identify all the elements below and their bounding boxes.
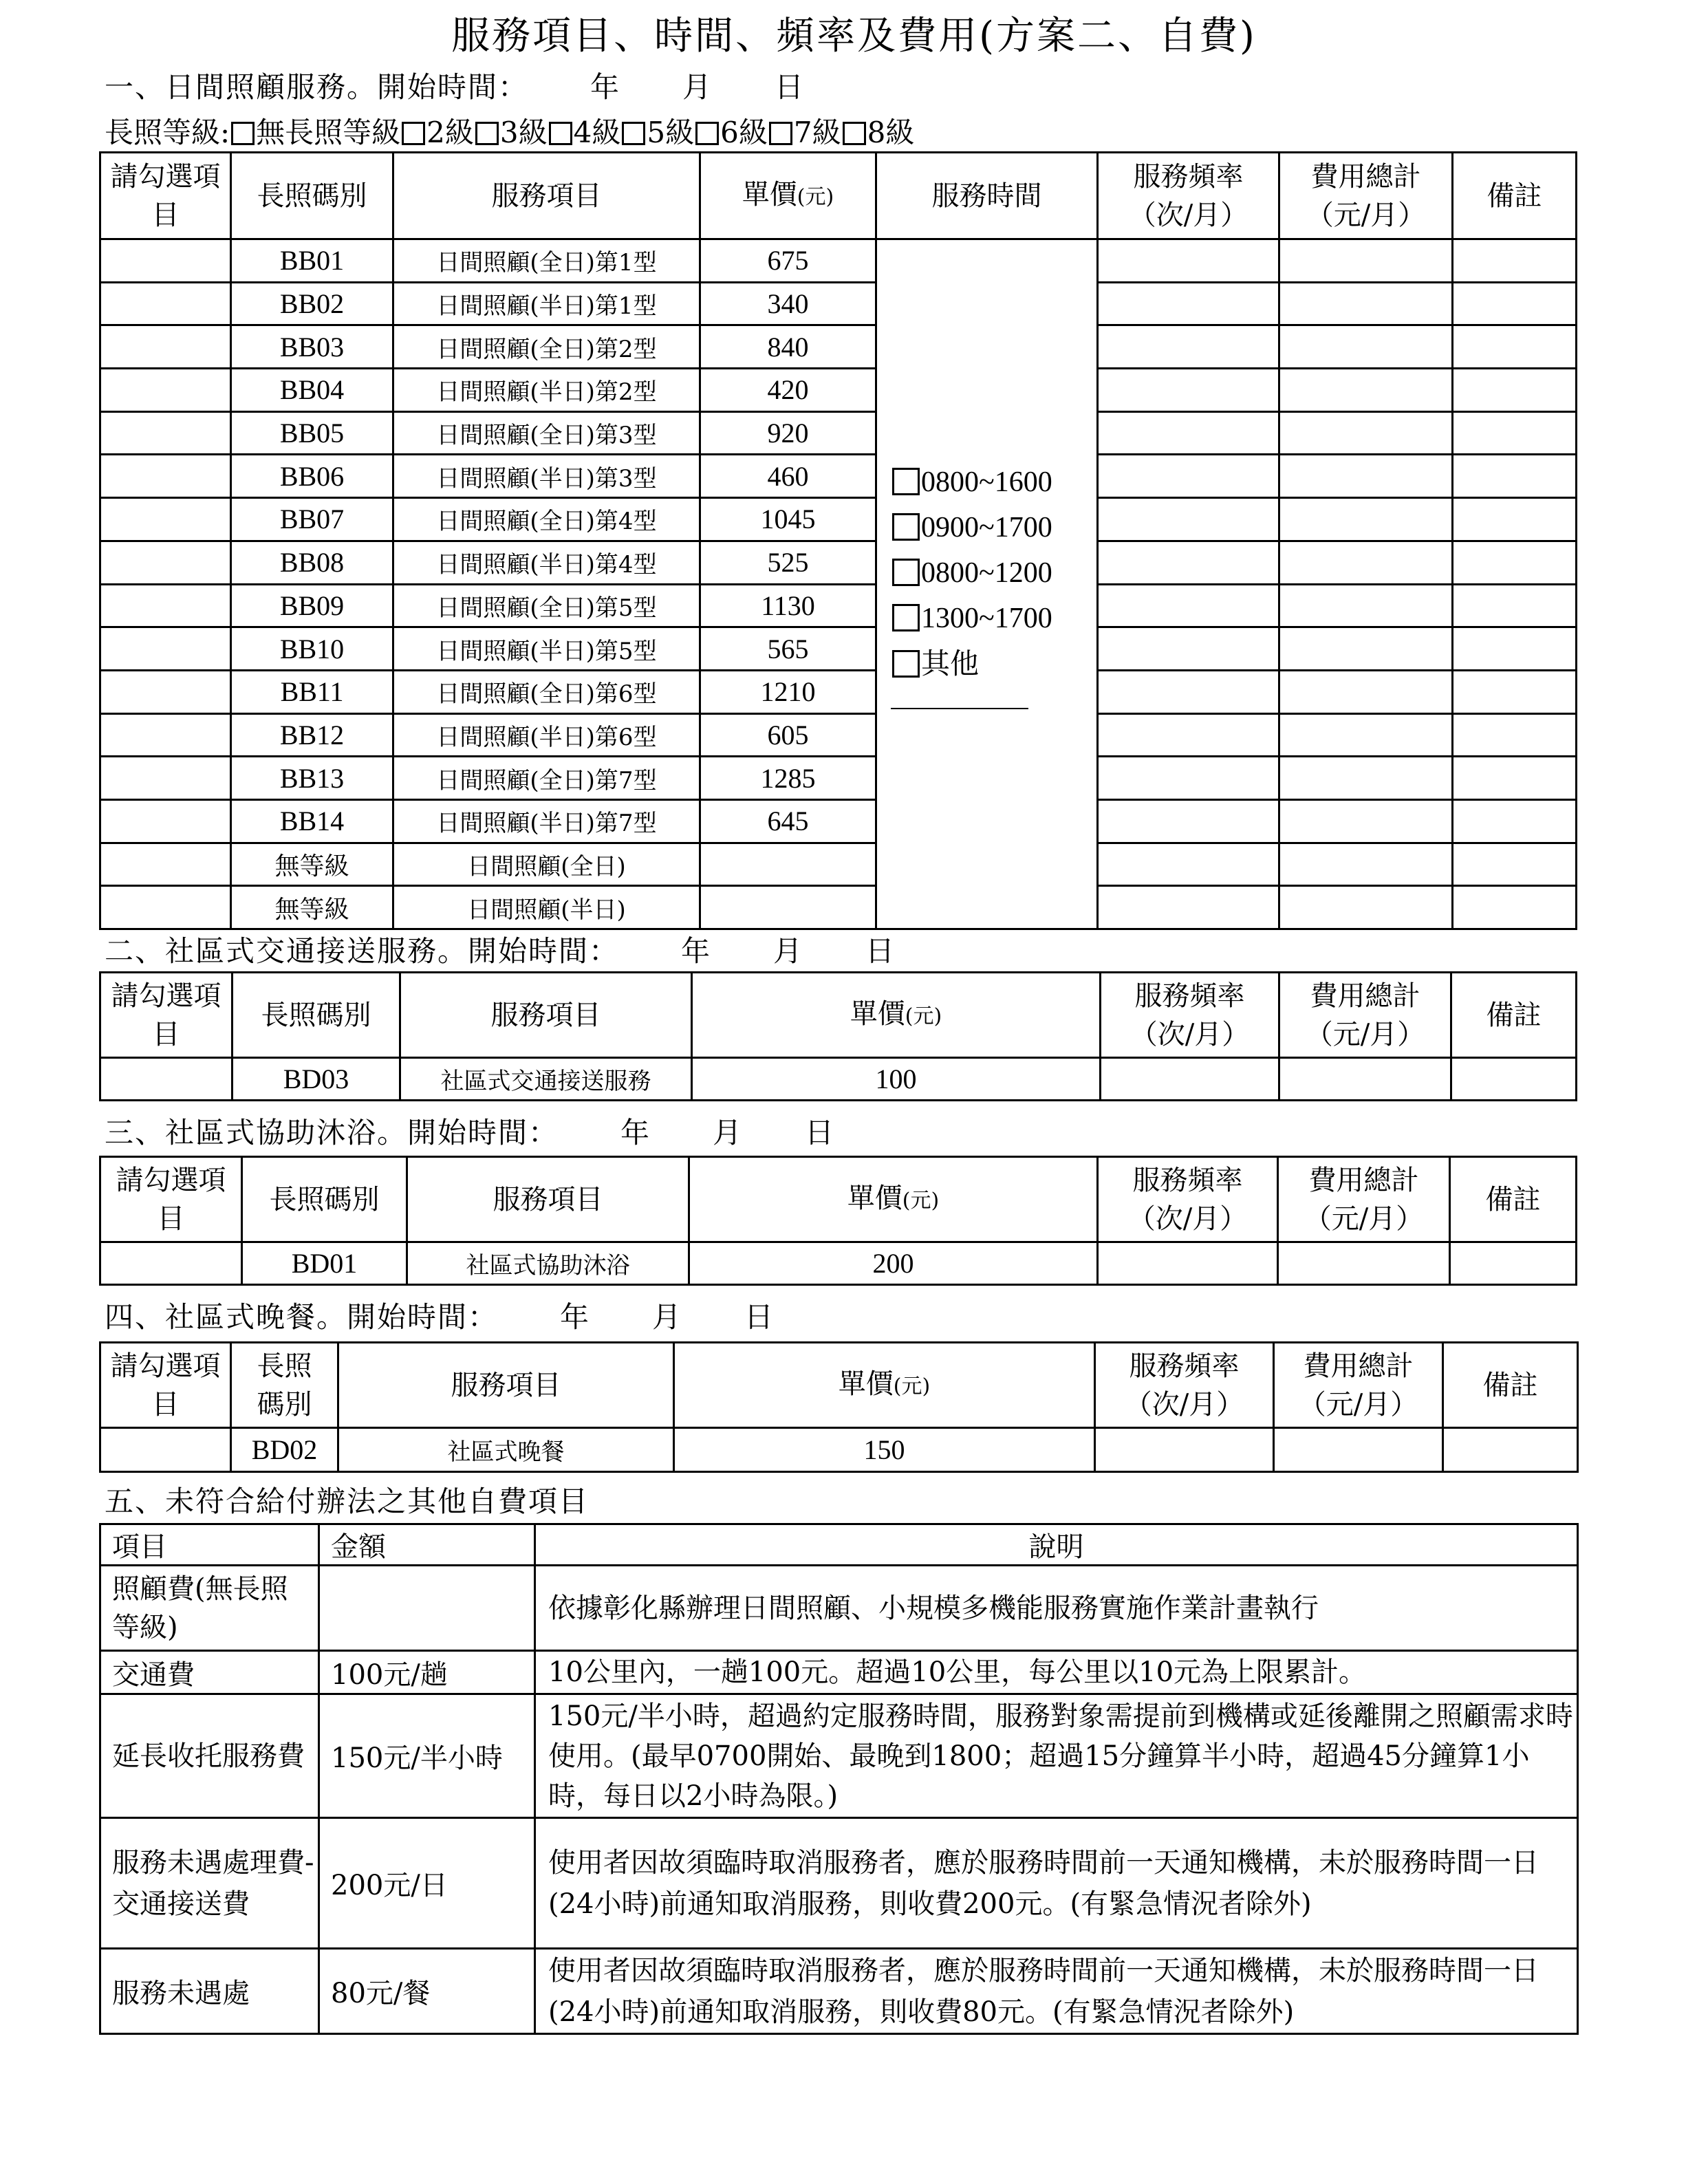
- price-cell: 605: [700, 713, 876, 757]
- section3-heading-text: 三、社區式協助沐浴。開始時間：: [105, 1116, 559, 1149]
- select-cell[interactable]: [100, 239, 231, 283]
- desc-cell: 10公里內，一趟100元。超過10公里，每公里以10元為上限累計。: [535, 1651, 1578, 1694]
- amount-cell: 80元/餐: [319, 1949, 535, 2034]
- desc-cell: 使用者因故須臨時取消服務者，應於服務時間前一天通知機構，未於服務時間一日(24小時)前通知取消服務，則收費80元。(有緊急情況者除外): [535, 1949, 1578, 2034]
- time-option-label: 0800~1200: [921, 557, 1052, 589]
- section1-heading: [105, 65, 805, 106]
- code-cell: BB07: [231, 498, 393, 541]
- price-cell: 565: [700, 627, 876, 671]
- note-cell[interactable]: [1453, 498, 1577, 541]
- desc-cell: 依據彰化縣辦理日間照顧、小規模多機能服務實施作業計畫執行: [535, 1566, 1578, 1651]
- item-cell: 服務未遇處: [100, 1949, 319, 2034]
- time-option-checkbox[interactable]: [892, 559, 920, 586]
- table-row: [100, 1566, 1578, 1651]
- time-option-checkbox[interactable]: [892, 604, 920, 631]
- header-price-unit: (元): [797, 184, 834, 209]
- total-cell[interactable]: [1278, 1242, 1450, 1285]
- note-cell[interactable]: [1453, 282, 1577, 325]
- time-option[interactable]: [891, 505, 1094, 550]
- month-label: 月: [682, 70, 713, 104]
- select-cell[interactable]: [100, 799, 231, 843]
- table-row: [100, 713, 1577, 757]
- select-cell[interactable]: [100, 1058, 233, 1101]
- code-cell: 無等級: [231, 843, 393, 886]
- freq-cell[interactable]: [1095, 1428, 1274, 1472]
- section3-heading: [105, 1110, 835, 1152]
- header-total-text: 費用總計（元/月）: [1306, 160, 1426, 231]
- header-select: [100, 1343, 231, 1428]
- header-freq-text: 服務頻率（次/月）: [1128, 160, 1248, 231]
- service-time-cell: [876, 239, 1098, 929]
- select-cell[interactable]: [100, 1428, 231, 1472]
- level-4-checkbox[interactable]: [549, 122, 572, 145]
- header-item: [338, 1343, 674, 1428]
- section2-heading-text: 二、社區式交通接送服務。開始時間：: [105, 934, 620, 968]
- table-row: [100, 584, 1577, 627]
- freq-cell[interactable]: [1098, 757, 1279, 800]
- total-cell[interactable]: [1279, 799, 1453, 843]
- item-cell: 日間照顧(全日)第5型: [393, 584, 700, 627]
- header-text: 請勾選項目: [116, 1164, 226, 1235]
- select-cell[interactable]: [100, 713, 231, 757]
- table-row: [100, 411, 1577, 455]
- level-label: 3級: [499, 116, 548, 149]
- code-cell: BB05: [231, 411, 393, 455]
- freq-cell[interactable]: [1098, 411, 1279, 455]
- item-cell: 日間照顧(半日)第5型: [393, 627, 700, 671]
- note-cell[interactable]: [1453, 627, 1577, 671]
- code-cell: BB14: [231, 799, 393, 843]
- header-code: [231, 153, 393, 239]
- header-text: 請勾選項目: [110, 1350, 221, 1421]
- table-row: [100, 1818, 1578, 1949]
- time-option-checkbox[interactable]: [892, 468, 920, 495]
- code-cell: BB02: [231, 282, 393, 325]
- freq-cell[interactable]: [1098, 325, 1279, 369]
- section4-heading-text: 四、社區式晚餐。開始時間：: [105, 1300, 499, 1334]
- freq-cell[interactable]: [1098, 1242, 1278, 1285]
- price-cell: 460: [700, 455, 876, 498]
- time-option-checkbox[interactable]: [892, 650, 920, 678]
- time-option[interactable]: [891, 596, 1094, 641]
- header-text: 費用總計（元/月）: [1304, 1164, 1424, 1235]
- freq-cell[interactable]: [1098, 799, 1279, 843]
- code-cell: BB06: [231, 455, 393, 498]
- item-cell: 日間照顧(全日)第3型: [393, 411, 700, 455]
- item-cell: 日間照顧(半日)第7型: [393, 799, 700, 843]
- total-cell[interactable]: [1279, 843, 1453, 886]
- header-code: [233, 973, 400, 1058]
- table-row: [100, 1058, 1577, 1101]
- select-cell[interactable]: [100, 455, 231, 498]
- note-cell[interactable]: [1453, 713, 1577, 757]
- table-row: [100, 843, 1577, 886]
- select-cell[interactable]: [100, 627, 231, 671]
- desc-cell: 150元/半小時，超過約定服務時間，服務對象需提前到機構或延後離開之照顧需求時使用。(最早0700開始、最晚到1800；超過15分鐘算半小時，超過45分鐘算1小時，每日以2小時為限。): [535, 1694, 1578, 1818]
- header-item-text: 服務項目: [491, 180, 602, 212]
- total-cell[interactable]: [1279, 670, 1453, 713]
- header-price: [674, 1343, 1095, 1428]
- freq-cell[interactable]: [1098, 627, 1279, 671]
- header-freq: [1095, 1343, 1274, 1428]
- table-row: [100, 757, 1577, 800]
- level-8-checkbox[interactable]: [843, 122, 866, 145]
- amount-cell: [319, 1566, 535, 1651]
- item-cell: 社區式協助沐浴: [407, 1242, 689, 1285]
- time-option-label: 0900~1700: [921, 511, 1052, 543]
- table-row: [100, 239, 1577, 283]
- page-title: 服務項目、時間、頻率及費用(方案二、自費): [451, 14, 1257, 58]
- freq-cell[interactable]: [1098, 455, 1279, 498]
- code-cell: BB13: [231, 757, 393, 800]
- note-cell[interactable]: [1453, 455, 1577, 498]
- freq-cell[interactable]: [1098, 670, 1279, 713]
- level-label: 6級: [720, 116, 768, 149]
- table-row: [100, 325, 1577, 369]
- price-cell: 675: [700, 239, 876, 283]
- header-item: [407, 1157, 689, 1242]
- header-text: 單價: [838, 1368, 894, 1400]
- level-label: 5級: [647, 116, 695, 149]
- total-cell[interactable]: [1279, 282, 1453, 325]
- select-cell[interactable]: [100, 1242, 242, 1285]
- price-cell: [700, 886, 876, 929]
- day-label: 日: [775, 70, 806, 104]
- header-price: [692, 973, 1101, 1058]
- table-row: [100, 282, 1577, 325]
- level-3-checkbox[interactable]: [475, 122, 499, 145]
- note-cell[interactable]: [1453, 799, 1577, 843]
- item-cell: 日間照顧(半日)第1型: [393, 282, 700, 325]
- code-cell: BB10: [231, 627, 393, 671]
- level-row: [105, 110, 914, 151]
- section5-heading: 五、未符合給付辦法之其他自費項目: [105, 1484, 590, 1518]
- header-text: 服務頻率（次/月）: [1129, 980, 1250, 1050]
- month-label: 月: [773, 934, 804, 968]
- amount-cell: 100元/趟: [319, 1651, 535, 1694]
- level-label: 無長照等級: [256, 116, 401, 149]
- header-note: [1443, 1343, 1578, 1428]
- level-prefix: 長照等級:: [105, 116, 230, 149]
- total-cell[interactable]: [1274, 1428, 1443, 1472]
- item-cell: 社區式晚餐: [338, 1428, 674, 1472]
- freq-cell[interactable]: [1098, 713, 1279, 757]
- dinner-table: [99, 1341, 1579, 1473]
- day-label: 日: [744, 1300, 775, 1334]
- item-cell: 日間照顧(半日)第3型: [393, 455, 700, 498]
- header-text: 服務項目: [490, 999, 601, 1031]
- table-row: [100, 1428, 1578, 1472]
- header-select: [100, 153, 231, 239]
- table-row: [100, 670, 1577, 713]
- total-cell[interactable]: [1279, 325, 1453, 369]
- total-cell[interactable]: [1279, 411, 1453, 455]
- header-price: [689, 1157, 1098, 1242]
- header-unit: (元): [902, 1188, 940, 1213]
- level-5-checkbox[interactable]: [622, 122, 645, 145]
- desc-cell: 使用者因故須臨時取消服務者，應於服務時間前一天通知機構，未於服務時間一日(24小時)前通知取消服務，則收費200元。(有緊急情況者除外): [535, 1818, 1578, 1949]
- other-time-blank-line[interactable]: [891, 687, 1028, 709]
- header-select: [100, 973, 233, 1058]
- header-total: [1278, 1157, 1450, 1242]
- item-cell: 日間照顧(全日)第7型: [393, 757, 700, 800]
- price-cell: 1285: [700, 757, 876, 800]
- note-cell[interactable]: [1453, 670, 1577, 713]
- code-cell: BB01: [231, 239, 393, 283]
- code-cell: BB08: [231, 541, 393, 584]
- item-cell: 服務未遇處理費-交通接送費: [100, 1818, 319, 1949]
- total-cell[interactable]: [1279, 627, 1453, 671]
- header-total: [1274, 1343, 1443, 1428]
- note-cell[interactable]: [1453, 239, 1577, 283]
- header-total: [1279, 973, 1451, 1058]
- table-row: [100, 1242, 1577, 1285]
- item-cell: 日間照顧(全日)第2型: [393, 325, 700, 369]
- price-cell: 150: [674, 1428, 1095, 1472]
- table-row: [100, 886, 1577, 929]
- level-2-checkbox[interactable]: [402, 122, 425, 145]
- table-row: [100, 455, 1577, 498]
- select-cell[interactable]: [100, 325, 231, 369]
- table-row: [100, 369, 1577, 412]
- header-desc: 說明: [535, 1524, 1578, 1566]
- note-cell[interactable]: [1453, 843, 1577, 886]
- select-cell[interactable]: [100, 541, 231, 584]
- total-cell[interactable]: [1279, 1058, 1451, 1101]
- note-cell[interactable]: [1453, 886, 1577, 929]
- header-text: 長照碼別: [269, 1183, 380, 1216]
- time-option[interactable]: [891, 641, 1094, 687]
- note-cell[interactable]: [1450, 1242, 1577, 1285]
- level-none-checkbox[interactable]: [231, 122, 255, 145]
- item-cell: 日間照顧(半日): [393, 886, 700, 929]
- item-cell: 日間照顧(全日): [393, 843, 700, 886]
- time-option-label: 0800~1600: [921, 466, 1052, 498]
- header-amount: 金額: [319, 1524, 535, 1566]
- code-cell: BD03: [233, 1058, 400, 1101]
- level-label: 7級: [793, 116, 841, 149]
- price-cell: 1045: [700, 498, 876, 541]
- bath-table: [99, 1156, 1577, 1286]
- table-row: [100, 541, 1577, 584]
- header-code-text: 長照碼別: [257, 180, 367, 212]
- time-option[interactable]: [891, 460, 1094, 505]
- select-cell[interactable]: [100, 282, 231, 325]
- level-6-checkbox[interactable]: [695, 122, 719, 145]
- note-cell[interactable]: [1443, 1428, 1578, 1472]
- header-item: [393, 153, 700, 239]
- day-label: 日: [805, 1116, 836, 1149]
- freq-cell[interactable]: [1098, 498, 1279, 541]
- header-text: 單價: [850, 997, 905, 1030]
- total-cell[interactable]: [1279, 239, 1453, 283]
- header-price: [700, 153, 876, 239]
- time-option-label: 其他: [921, 646, 980, 680]
- year-label: 年: [560, 1300, 591, 1334]
- level-label: 8級: [867, 116, 915, 149]
- amount-cell: 150元/半小時: [319, 1694, 535, 1818]
- self-pay-table: [99, 1523, 1579, 2035]
- price-cell: 1130: [700, 584, 876, 627]
- note-cell[interactable]: [1453, 541, 1577, 584]
- price-cell: 840: [700, 325, 876, 369]
- header-price-text: 單價: [742, 178, 797, 210]
- price-cell: 920: [700, 411, 876, 455]
- time-option[interactable]: [891, 550, 1094, 596]
- header-freq: [1098, 153, 1279, 239]
- price-cell: 420: [700, 369, 876, 412]
- select-cell[interactable]: [100, 369, 231, 412]
- header-text: 長照碼別: [257, 1350, 312, 1421]
- header-code: [242, 1157, 407, 1242]
- month-label: 月: [652, 1300, 683, 1334]
- code-cell: BB12: [231, 713, 393, 757]
- code-cell: BB11: [231, 670, 393, 713]
- table-row: [100, 1949, 1578, 2034]
- time-option-label: 1300~1700: [921, 602, 1052, 634]
- select-cell[interactable]: [100, 584, 231, 627]
- select-cell[interactable]: [100, 411, 231, 455]
- freq-cell[interactable]: [1098, 541, 1279, 584]
- price-cell: 100: [692, 1058, 1101, 1101]
- note-cell[interactable]: [1453, 411, 1577, 455]
- year-label: 年: [620, 1116, 651, 1149]
- item-cell: 社區式交通接送服務: [400, 1058, 692, 1101]
- code-cell: BB09: [231, 584, 393, 627]
- note-cell[interactable]: [1453, 757, 1577, 800]
- code-cell: BD01: [242, 1242, 407, 1285]
- table-row: [100, 1651, 1578, 1694]
- header-text: 備註: [1482, 1369, 1538, 1401]
- total-cell[interactable]: [1279, 713, 1453, 757]
- item-cell: 日間照顧(半日)第6型: [393, 713, 700, 757]
- header-select: [100, 1157, 242, 1242]
- select-cell[interactable]: [100, 757, 231, 800]
- level-label: 4級: [573, 116, 621, 149]
- header-note: [1451, 973, 1577, 1058]
- header-text: 服務項目: [451, 1369, 561, 1401]
- item-cell: 延長收托服務費: [100, 1694, 319, 1818]
- section4-heading: [105, 1295, 775, 1336]
- price-cell: 645: [700, 799, 876, 843]
- price-cell: 1210: [700, 670, 876, 713]
- table-row: [100, 498, 1577, 541]
- header-time: [876, 153, 1098, 239]
- freq-cell[interactable]: [1101, 1058, 1279, 1101]
- header-item: 項目: [100, 1524, 319, 1566]
- table-row: [100, 799, 1577, 843]
- item-cell: 日間照顧(全日)第6型: [393, 670, 700, 713]
- header-text: 服務項目: [493, 1183, 603, 1216]
- freq-cell[interactable]: [1098, 282, 1279, 325]
- note-cell[interactable]: [1453, 369, 1577, 412]
- header-text: 備註: [1485, 1183, 1541, 1216]
- header-note-text: 備註: [1487, 180, 1542, 212]
- code-cell: BB03: [231, 325, 393, 369]
- price-cell: [700, 843, 876, 886]
- header-code: [231, 1343, 338, 1428]
- item-cell: 日間照顧(半日)第2型: [393, 369, 700, 412]
- item-cell: 交通費: [100, 1651, 319, 1694]
- freq-cell[interactable]: [1098, 369, 1279, 412]
- header-freq: [1098, 1157, 1278, 1242]
- transport-table: [99, 971, 1577, 1101]
- header-item: [400, 973, 692, 1058]
- note-cell[interactable]: [1453, 325, 1577, 369]
- price-cell: 525: [700, 541, 876, 584]
- total-cell[interactable]: [1279, 584, 1453, 627]
- header-text: 服務頻率（次/月）: [1124, 1350, 1244, 1421]
- year-label: 年: [590, 70, 621, 104]
- level-label: 2級: [426, 116, 474, 149]
- code-cell: BD02: [231, 1428, 338, 1472]
- header-note: [1450, 1157, 1577, 1242]
- header-unit: (元): [905, 1004, 942, 1028]
- freq-cell[interactable]: [1098, 584, 1279, 627]
- freq-cell[interactable]: [1098, 886, 1279, 929]
- day-care-table: [99, 151, 1577, 930]
- header-text: 請勾選項目: [111, 980, 221, 1050]
- day-label: 日: [865, 934, 896, 968]
- select-cell[interactable]: [100, 670, 231, 713]
- price-cell: 200: [689, 1242, 1098, 1285]
- select-cell[interactable]: [100, 843, 231, 886]
- header-text: 費用總計（元/月）: [1298, 1350, 1418, 1421]
- month-label: 月: [713, 1116, 744, 1149]
- header-time-text: 服務時間: [931, 180, 1042, 212]
- total-cell[interactable]: [1279, 886, 1453, 929]
- price-cell: 340: [700, 282, 876, 325]
- item-cell: 日間照顧(全日)第1型: [393, 239, 700, 283]
- total-cell[interactable]: [1279, 541, 1453, 584]
- time-option-checkbox[interactable]: [892, 513, 920, 541]
- total-cell[interactable]: [1279, 369, 1453, 412]
- header-select-text: 請勾選項目: [110, 160, 221, 231]
- item-cell: 日間照顧(全日)第4型: [393, 498, 700, 541]
- year-label: 年: [681, 934, 712, 968]
- header-text: 長照碼別: [261, 999, 371, 1031]
- header-note: [1453, 153, 1577, 239]
- section2-heading: [105, 929, 896, 970]
- header-unit: (元): [893, 1374, 931, 1398]
- header-text: 單價: [847, 1182, 902, 1214]
- header-text: 備註: [1486, 999, 1542, 1031]
- header-text: 服務頻率（次/月）: [1127, 1164, 1248, 1235]
- table-row: [100, 1694, 1578, 1818]
- item-cell: 照顧費(無長照等級): [100, 1566, 319, 1651]
- freq-cell[interactable]: [1098, 239, 1279, 283]
- item-cell: 日間照顧(半日)第4型: [393, 541, 700, 584]
- freq-cell[interactable]: [1098, 843, 1279, 886]
- total-cell[interactable]: [1279, 757, 1453, 800]
- header-freq: [1101, 973, 1279, 1058]
- note-cell[interactable]: [1453, 584, 1577, 627]
- code-cell: BB04: [231, 369, 393, 412]
- amount-cell: 200元/日: [319, 1818, 535, 1949]
- note-cell[interactable]: [1451, 1058, 1577, 1101]
- code-cell: 無等級: [231, 886, 393, 929]
- header-text: 費用總計（元/月）: [1305, 980, 1425, 1050]
- section1-heading-text: 一、日間照顧服務。開始時間：: [105, 70, 529, 104]
- level-7-checkbox[interactable]: [769, 122, 792, 145]
- total-cell[interactable]: [1279, 455, 1453, 498]
- select-cell[interactable]: [100, 498, 231, 541]
- header-total: [1279, 153, 1453, 239]
- table-row: [100, 627, 1577, 671]
- total-cell[interactable]: [1279, 498, 1453, 541]
- select-cell[interactable]: [100, 886, 231, 929]
